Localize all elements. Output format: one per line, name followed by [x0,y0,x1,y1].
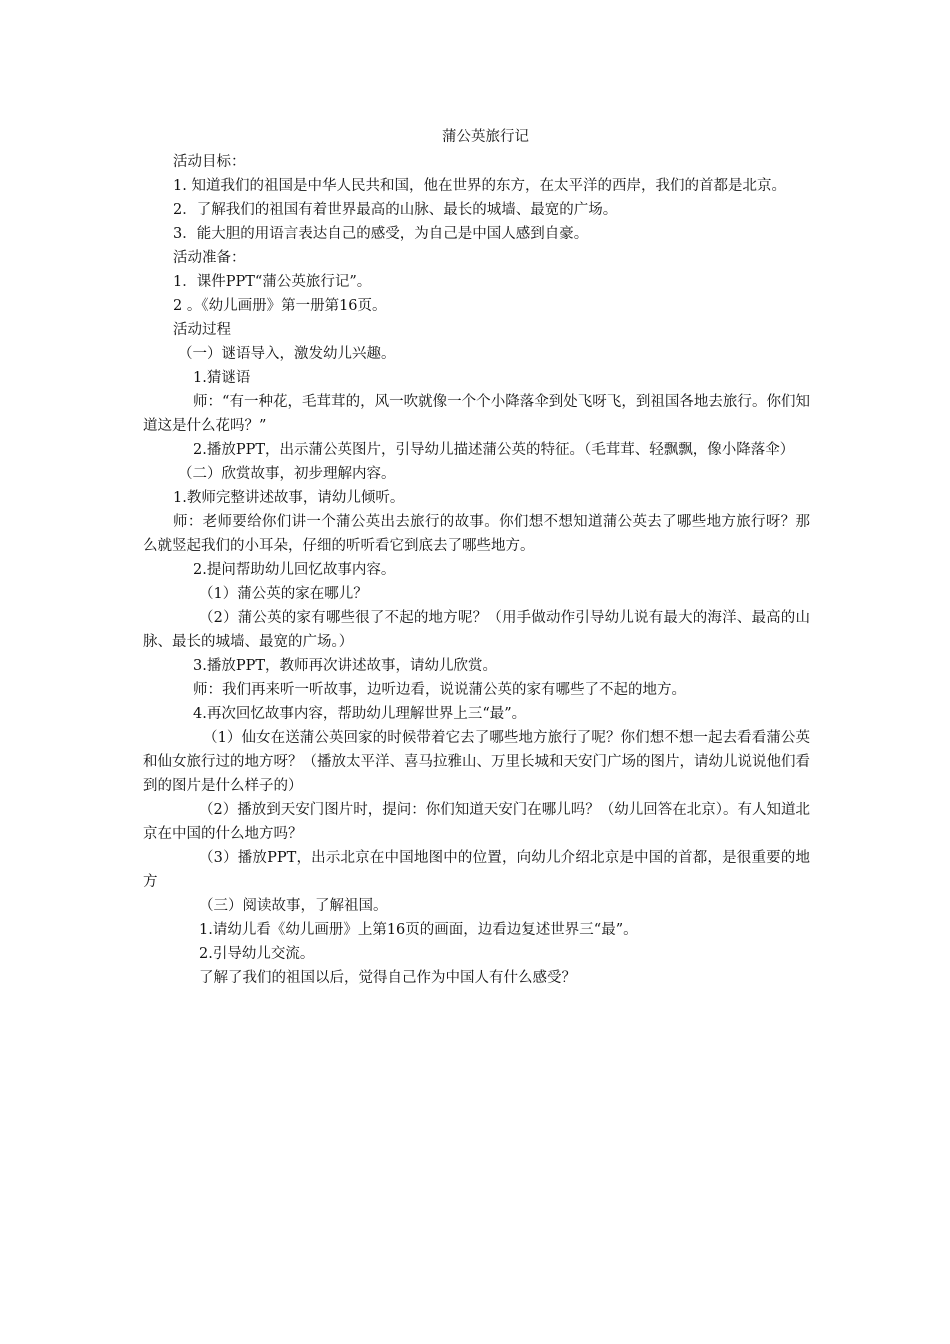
paragraph: 1. 知道我们的祖国是中华人民共和国，他在世界的东方，在太平洋的西岸，我们的首都是北京。 [173,178,786,194]
paragraph: 4.再次回忆故事内容，帮助幼儿理解世界上三“最”。 [193,706,527,722]
paragraph: 2.提问帮助幼儿回忆故事内容。 [193,562,396,578]
paragraph: （1）蒲公英的家在哪儿？ [199,586,368,602]
paragraph: 活动过程 [173,322,231,338]
paragraph: （2）蒲公英的家有哪些很了不起的地方呢？（用手做动作引导幼儿说有最大的海洋、最高的山脉、最长的城墙、最宽的广场。） [143,610,810,650]
document-title: 蒲公英旅行记 [442,129,529,145]
paragraph: 1．课件PPT“蒲公英旅行记”。 [173,274,372,290]
paragraph: （二）欣赏故事，初步理解内容。 [178,466,396,482]
paragraph: 1.教师完整讲述故事，请幼儿倾听。 [173,490,405,506]
paragraph: 活动准备： [173,250,246,266]
paragraph: 2.引导幼儿交流。 [199,946,315,962]
paragraph: 师：我们再来听一听故事，边听边看，说说蒲公英的家有哪些了不起的地方。 [193,682,686,698]
paragraph: （3）播放PPT，出示北京在中国地图中的位置，向幼儿介绍北京是中国的首都，是很重要的地方 [143,850,810,890]
paragraph: 了解了我们的祖国以后，觉得自己作为中国人有什么感受？ [199,970,576,986]
paragraph: （三）阅读故事，了解祖国。 [199,898,388,914]
paragraph: 2．了解我们的祖国有着世界最高的山脉、最长的城墙、最宽的广场。 [173,202,618,218]
document-body [143,124,810,990]
paragraph: （一）谜语导入，激发幼儿兴趣。 [178,346,396,362]
paragraph: 1.请幼儿看《幼儿画册》上第16页的画面，边看边复述世界三“最”。 [199,922,638,938]
paragraph: 活动目标： [173,154,246,170]
paragraph-list [143,150,810,990]
paragraph: 3.播放PPT，教师再次讲述故事，请幼儿欣赏。 [193,658,498,674]
paragraph: 2.播放PPT，出示蒲公英图片，引导幼儿描述蒲公英的特征。（毛茸茸、轻飘飘，像小降落伞） [193,442,795,458]
paragraph: 师：老师要给你们讲一个蒲公英出去旅行的故事。你们想不想知道蒲公英去了哪些地方旅行呀？那么就竖起我们的小耳朵，仔细的听听看它到底去了哪些地方。 [143,514,810,554]
paragraph: 3．能大胆的用语言表达自己的感受，为自己是中国人感到自豪。 [173,226,589,242]
paragraph: 师：“有一种花，毛茸茸的，风一吹就像一个个小降落伞到处飞呀飞，到祖国各地去旅行。你们知道这是什么花吗？” [143,394,810,434]
paragraph: 1.猜谜语 [193,370,251,386]
paragraph: （2）播放到天安门图片时，提问：你们知道天安门在哪儿吗？（幼儿回答在北京）。有人知道北京在中国的什么地方吗？ [143,802,810,842]
paragraph: 2 。《幼儿画册》第一册第16页。 [173,298,387,314]
paragraph: （1）仙女在送蒲公英回家的时候带着它去了哪些地方旅行了呢？你们想不想一起去看看蒲公英和仙女旅行过的地方呀？（播放太平洋、喜马拉雅山、万里长城和天安门广场的图片，请幼儿说说他们看到的图片是什么样子的） [143,730,810,794]
